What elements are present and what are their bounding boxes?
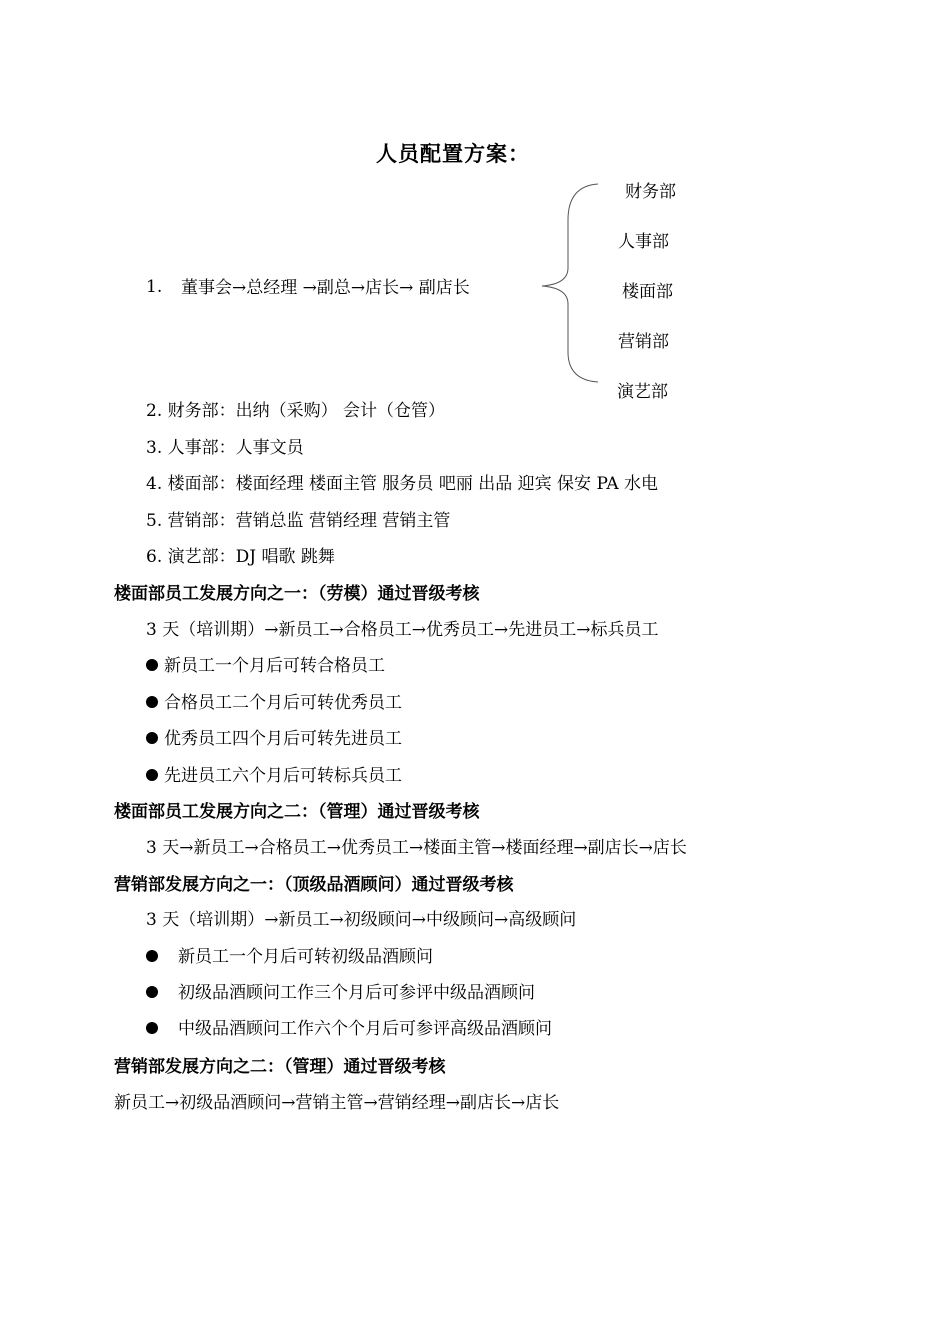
dept-line-marketing: 5. 营销部：营销总监 营销经理 营销主管 xyxy=(146,511,451,531)
list-item-text: 初级品酒顾问工作三个月后可参评中级品酒顾问 xyxy=(178,983,535,1003)
bullet-icon xyxy=(146,659,158,671)
section3-heading: 营销部发展方向之一：（顶级品酒顾问）通过晋级考核 xyxy=(114,875,514,895)
dept-line-finance: 2. 财务部：出纳（采购） 会计（仓管） xyxy=(146,401,446,421)
hierarchy-chain: 董事会→总经理 →副总→店长→ 副店长 xyxy=(181,278,470,298)
bullet-icon xyxy=(146,769,158,781)
section4-path: 新员工→初级品酒顾问→营销主管→营销经理→副店长→店长 xyxy=(114,1093,560,1113)
dept-marketing: 营销部 xyxy=(618,332,669,352)
list-item xyxy=(146,982,535,1004)
dept-line-hr: 3. 人事部：人事文员 xyxy=(146,438,304,458)
list-item-text: 优秀员工四个月后可转先进员工 xyxy=(164,729,402,749)
page-title: 人员配置方案： xyxy=(376,141,530,166)
bullet-icon xyxy=(146,950,158,962)
list-item xyxy=(146,946,433,968)
list-item-text: 先进员工六个月后可转标兵员工 xyxy=(164,766,402,786)
bullet-icon xyxy=(146,696,158,708)
item-number: 1. xyxy=(146,277,163,297)
section2-path: 3 天→新员工→合格员工→优秀员工→楼面主管→楼面经理→副店长→店长 xyxy=(146,838,687,858)
brace-icon xyxy=(538,180,608,386)
bullet-icon xyxy=(146,1022,158,1034)
list-item xyxy=(146,692,402,714)
list-item xyxy=(146,765,402,787)
list-item-text: 新员工一个月后可转合格员工 xyxy=(164,656,385,676)
bullet-icon xyxy=(146,986,158,998)
dept-finance: 财务部 xyxy=(625,182,676,202)
list-item xyxy=(146,728,402,750)
section1-heading: 楼面部员工发展方向之一：（劳模）通过晋级考核 xyxy=(114,584,480,604)
list-item xyxy=(146,655,385,677)
list-item-text: 中级品酒顾问工作六个个月后可参评高级品酒顾问 xyxy=(178,1019,552,1039)
list-item-text: 新员工一个月后可转初级品酒顾问 xyxy=(178,947,433,967)
section2-heading: 楼面部员工发展方向之二：（管理）通过晋级考核 xyxy=(114,802,480,822)
list-item xyxy=(146,1018,552,1040)
section1-path: 3 天（培训期）→新员工→合格员工→优秀员工→先进员工→标兵员工 xyxy=(146,620,659,640)
bullet-icon xyxy=(146,732,158,744)
section3-path: 3 天（培训期）→新员工→初级顾问→中级顾问→高级顾问 xyxy=(146,910,577,930)
dept-line-floor: 4. 楼面部：楼面经理 楼面主管 服务员 吧丽 出品 迎宾 保安 PA 水电 xyxy=(146,474,659,494)
dept-performance: 演艺部 xyxy=(617,382,668,402)
dept-hr: 人事部 xyxy=(618,232,669,252)
dept-floor: 楼面部 xyxy=(622,282,673,302)
list-item-text: 合格员工二个月后可转优秀员工 xyxy=(164,693,402,713)
section4-heading: 营销部发展方向之二：（管理）通过晋级考核 xyxy=(114,1057,446,1077)
dept-line-performance: 6. 演艺部：DJ 唱歌 跳舞 xyxy=(146,547,335,567)
